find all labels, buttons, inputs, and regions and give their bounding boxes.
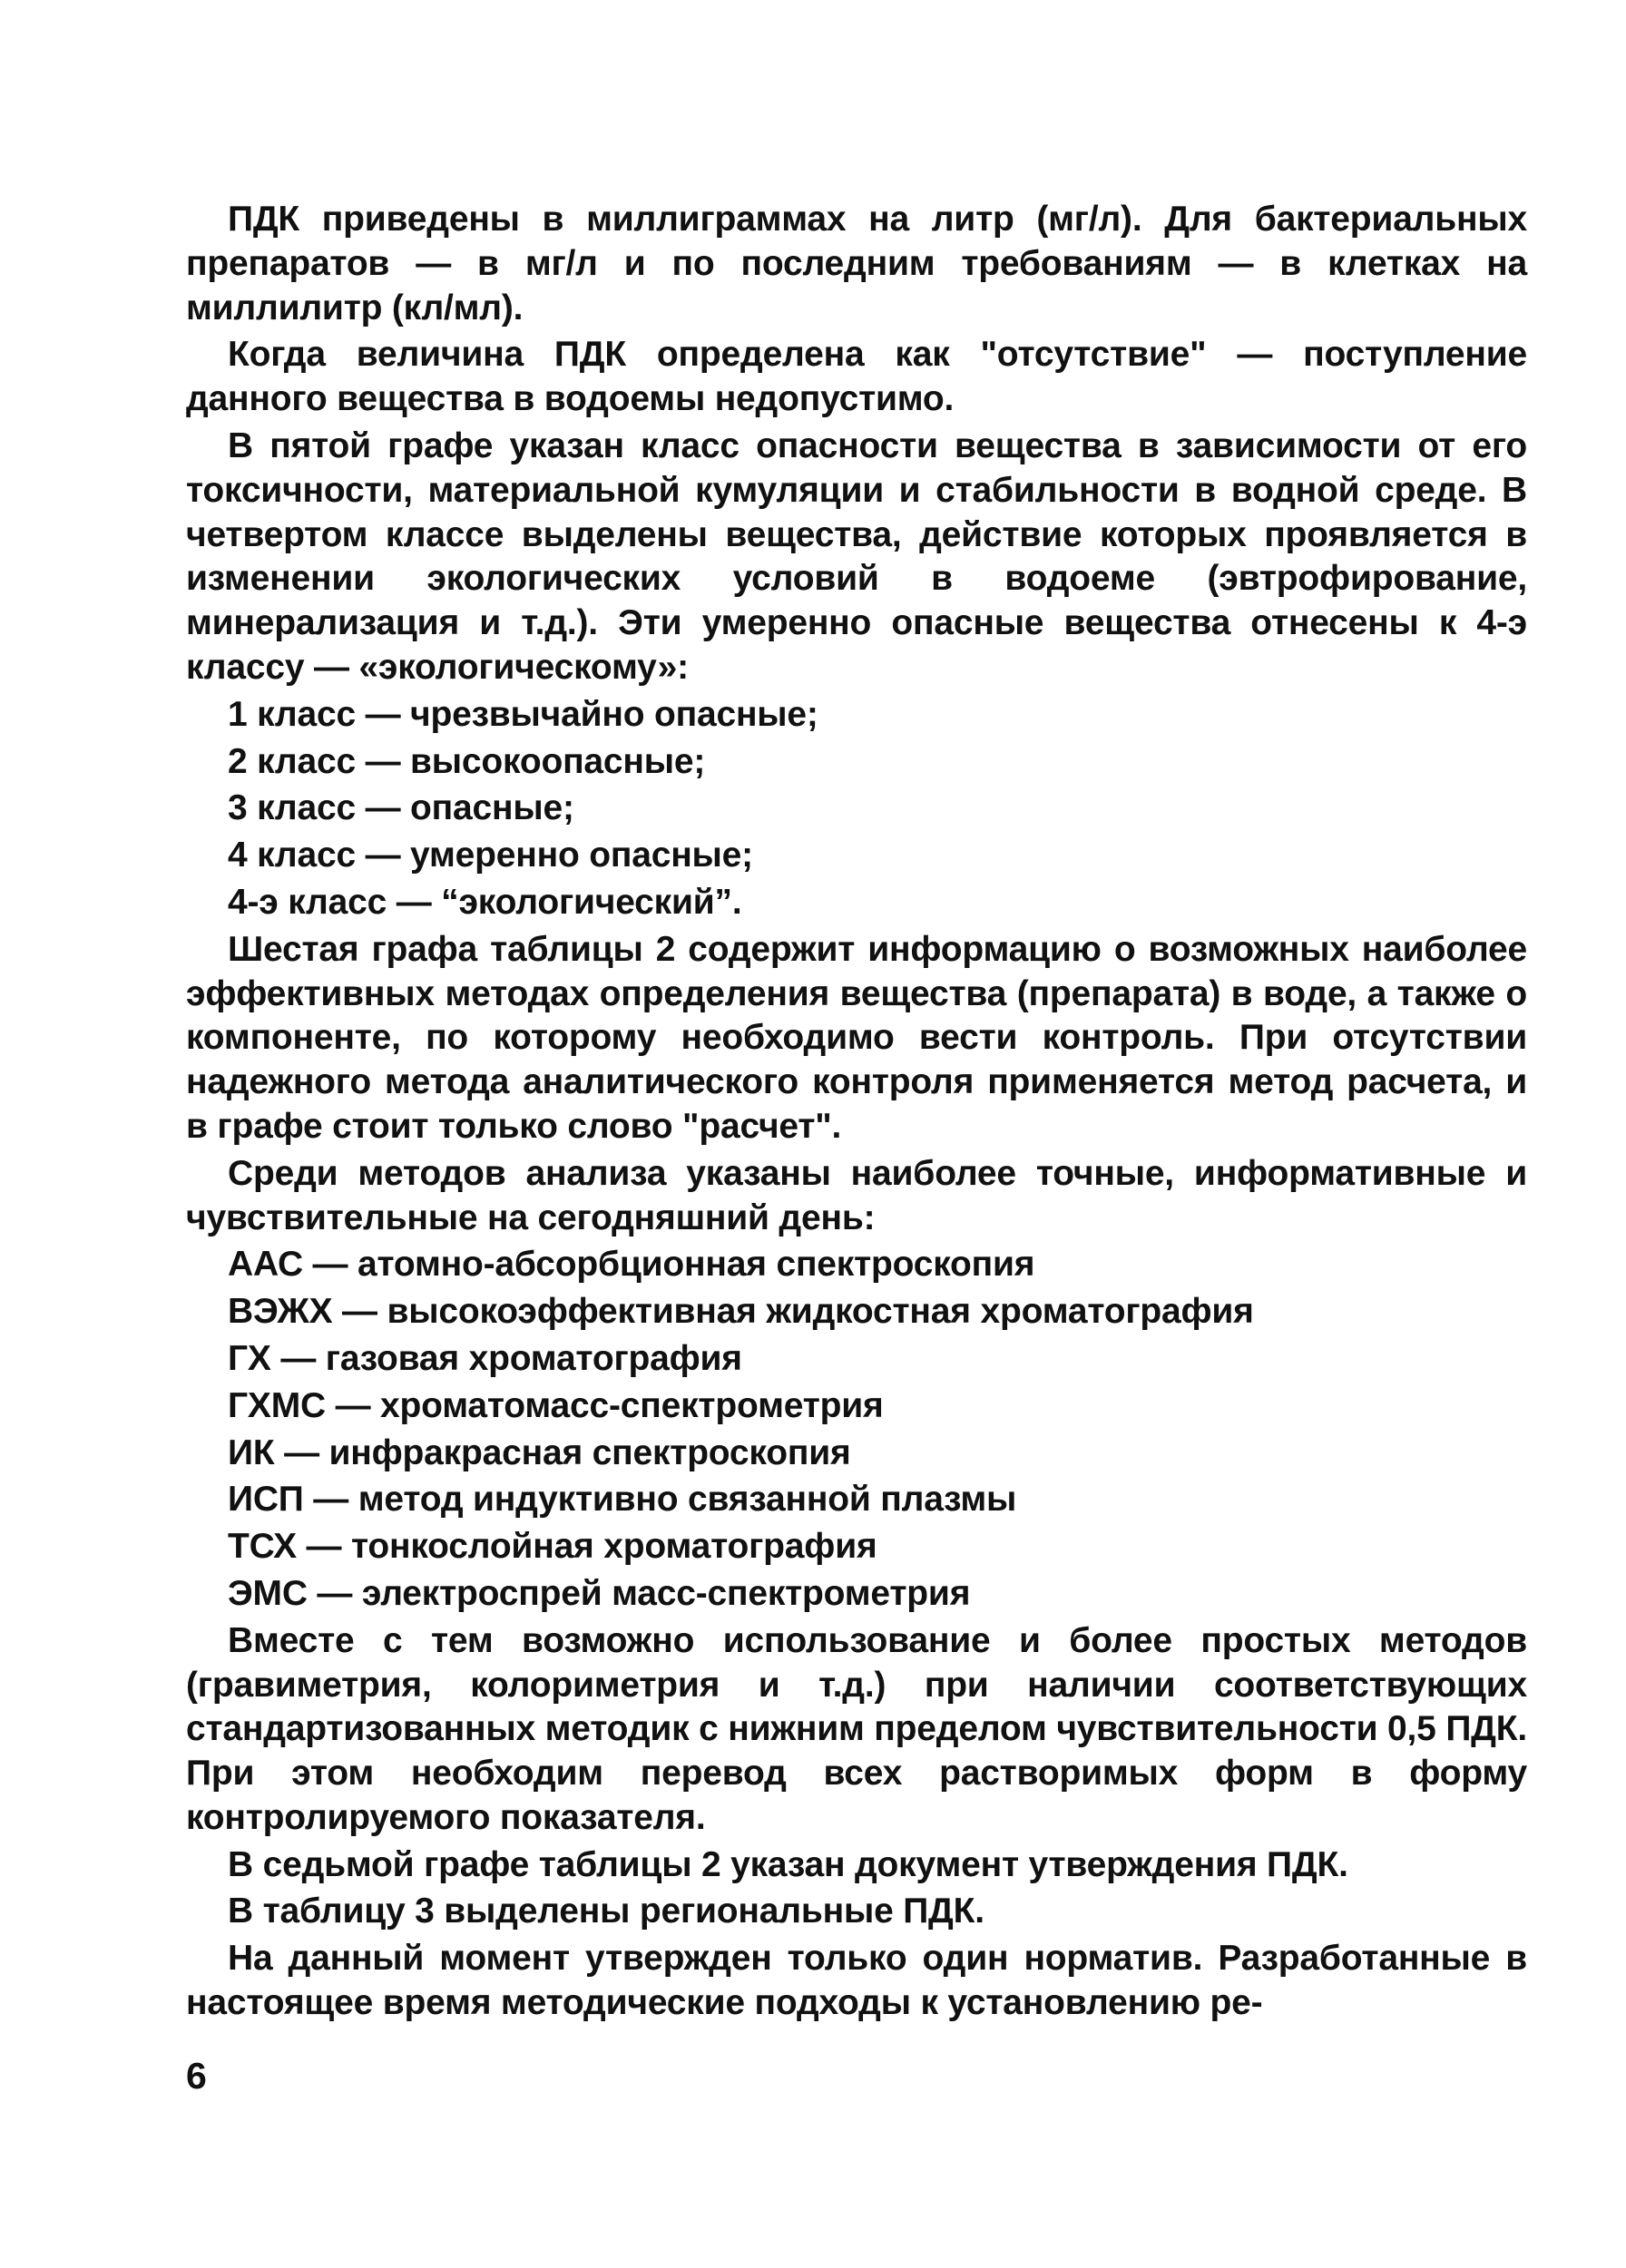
hazard-class-list [186, 693, 1527, 925]
list-item: ИСП — метод индуктивно связанной плазмы [228, 1480, 1017, 1520]
paragraph-methods-intro: Среди методов анализа указаны наиболее точные, информативные и чувствительные на сегодняшний день: [186, 1153, 1527, 1237]
paragraph-units: ПДК приведены в миллиграммах на литр (мг/л). Для бактериальных препаратов — в мг/л и по последним требованиям — в клетках на миллилитр (кл/мл). [186, 200, 1527, 327]
paragraph-absence: Когда величина ПДК определена как "отсутствие" — поступление данного вещества в водоемы недопустимо. [186, 335, 1527, 419]
paragraph-simple-methods: Вместе с тем возможно использование и более простых методов (гравиметрия, колориметрия и т.д.) при наличии соответствующих стандартизованных методик с нижним пределом чувствительности 0,5 ПДК. При этом необходим перевод всех растворимых форм в форму контролируемого показателя. [186, 1620, 1527, 1837]
list-item: ААС — атомно-абсорбционная спектроскопия [228, 1245, 1035, 1285]
paragraph-single-norm: На данный момент утвержден только один норматив. Разработанные в настоящее время методические подходы к установлению ре- [186, 1939, 1527, 2023]
paragraph-hazard-class: В пятой графе указан класс опасности вещества в зависимости от его токсичности, материальной кумуляции и стабильности в водной среде. В четвертом классе выделены вещества, действие которых проявляется в изменении экологических условий в водоеме (эвтрофирование, минерализация и т.д.). Эти умеренно опасные вещества отнесены к 4-э классу — «экологическому»: [186, 425, 1527, 687]
list-item: ВЭЖХ — высокоэффективная жидкостная хроматография [228, 1292, 1254, 1332]
list-item: 2 класс — высокоопасные; [228, 741, 706, 781]
list-item: ЭМС — электроспрей масс-спектрометрия [228, 1573, 971, 1613]
list-item: ГХ — газовая хроматография [228, 1338, 742, 1378]
list-item: 4-э класс — “экологический”. [228, 882, 742, 922]
list-item: ГХМС — хроматомасс-спектрометрия [228, 1385, 884, 1425]
paragraph-methods-column: Шестая графа таблицы 2 содержит информацию о возможных наиболее эффективных методах определения вещества (препарата) в воде, а также о компоненте, по которому необходимо вести контроль. При отсутствии надежного метода аналитического контроля применяется метод расчета, и в графе стоит только слово "расчет". [186, 929, 1527, 1146]
list-item: ИК — инфракрасная спектроскопия [228, 1432, 851, 1472]
body-text [186, 198, 1527, 2028]
list-item: 4 класс — умеренно опасные; [228, 836, 753, 875]
methods-list [186, 1243, 1527, 1616]
list-item: 3 класс — опасные; [228, 788, 574, 828]
page-number: 6 [186, 2055, 207, 2097]
list-item: ТСХ — тонкослойная хроматография [228, 1527, 877, 1567]
paragraph-seventh-column: В седьмой графе таблицы 2 указан документ утверждения ПДК. [228, 1844, 1348, 1884]
paragraph-regional: В таблицу 3 выделены региональные ПДК. [228, 1892, 984, 1931]
list-item: 1 класс — чрезвычайно опасные; [228, 694, 818, 734]
